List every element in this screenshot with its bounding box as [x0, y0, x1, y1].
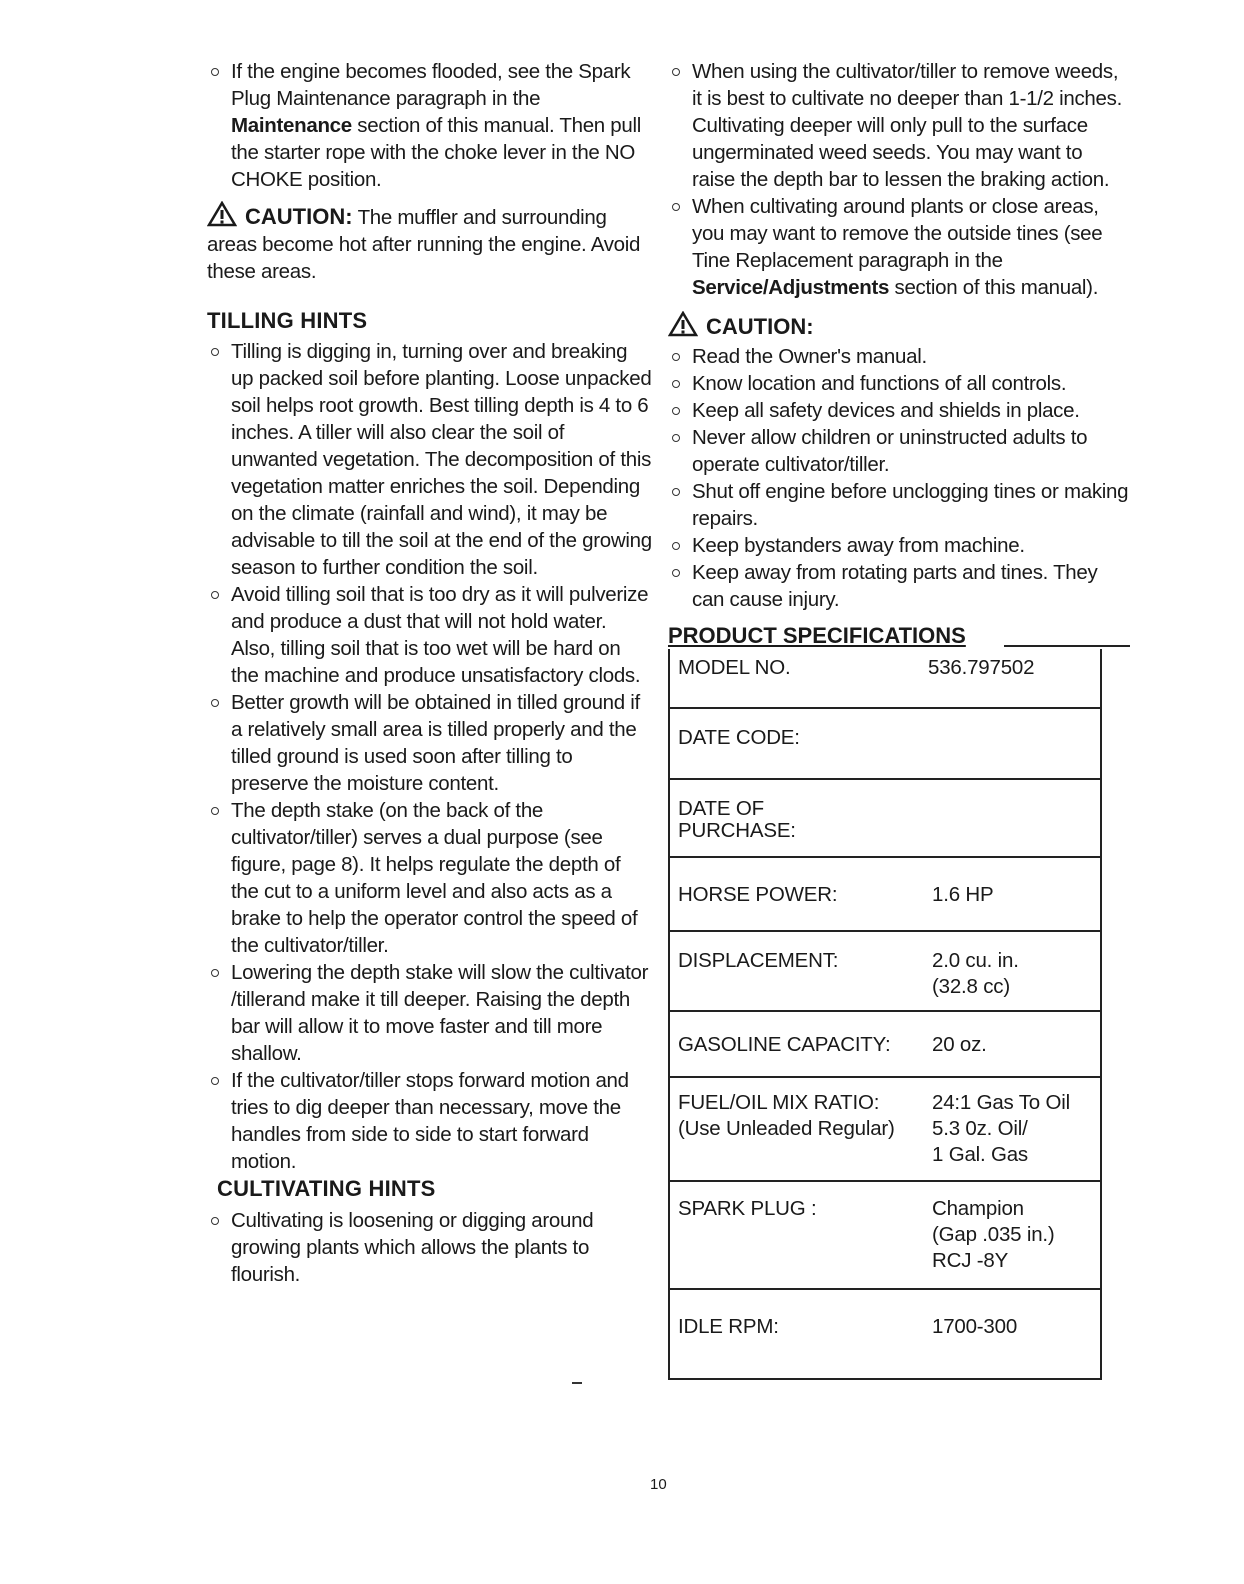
tilling-hints-list — [207, 338, 652, 1175]
fuel-label-line1: FUEL/OIL MIX RATIO: — [678, 1091, 880, 1114]
spec-table — [668, 649, 1102, 1380]
spec-title-wrap — [668, 623, 1130, 649]
fuel-value-line2: 5.3 0z. Oil/ — [932, 1117, 1028, 1140]
flooded-list — [207, 58, 652, 193]
table-row — [669, 1181, 1101, 1289]
service-adjustments-ref: Service/Adjustments — [692, 276, 890, 299]
disp-value-line2: (32.8 cc) — [932, 975, 1010, 998]
product-specifications-title: PRODUCT SPECIFICATIONS — [668, 623, 966, 648]
left-column — [207, 58, 652, 1288]
list-item: When using the cultivator/tiller to remove weeds, it is best to cultivate no deeper than 1-1/2 inches. Cultivating deeper will only pull to the surface ungerminated weed seeds. You may want to raise the depth bar to lessen the braking action. — [668, 58, 1130, 193]
fuel-value-line1: 24:1 Gas To Oil — [932, 1091, 1070, 1114]
spec-label: MODEL NO. — [669, 649, 928, 708]
maintenance-ref: Maintenance — [231, 114, 352, 137]
list-item: Shut off engine before unclogging tines or making repairs. — [668, 478, 1130, 532]
list-item: Keep all safety devices and shields in place. — [668, 397, 1130, 424]
page-number: 10 — [650, 1476, 667, 1493]
fuel-label-line2: (Use Unleaded Regular) — [678, 1117, 895, 1140]
spec-label — [669, 1077, 928, 1181]
fuel-value-line3: 1 Gal. Gas — [932, 1143, 1028, 1166]
list-item: The depth stake (on the back of the cultivator/tiller) serves a dual purpose (see figure, page 8). It helps regulate the depth of the cut to a uniform level and also acts as a brake to help the operator control the speed of the cultivator/tiller. — [207, 797, 652, 959]
table-row — [669, 708, 1101, 779]
spec-label: HORSE POWER: — [669, 857, 928, 931]
cultivating-hints-list — [207, 1207, 652, 1288]
spec-value — [928, 931, 1101, 1011]
caution-label: CAUTION: — [706, 314, 814, 339]
table-row — [669, 1289, 1101, 1379]
spec-label: GASOLINE CAPACITY: — [669, 1011, 928, 1077]
plug-value-line3: RCJ -8Y — [932, 1249, 1009, 1272]
warning-triangle-icon — [207, 201, 237, 227]
tilling-hints-heading: TILLING HINTS — [207, 308, 368, 333]
purchase-label-line1: DATE OF — [678, 797, 764, 820]
flooded-bullet: If the engine becomes flooded, see the Spark Plug Maintenance paragraph in the Maintenance section of this manual. Then pull the starter rope with the choke lever in the NO CHOKE position. — [207, 58, 652, 193]
list-item: If the cultivator/tiller stops forward motion and tries to dig deeper than necessary, move the handles from side to side to start forward motion. — [207, 1067, 652, 1175]
spec-value: 536.797502 — [928, 649, 1101, 708]
spec-label: DATE CODE: — [669, 708, 1101, 779]
list-item: Keep away from rotating parts and tines. They can cause injury. — [668, 559, 1130, 613]
list-item: When cultivating around plants or close areas, you may want to remove the outside tines (see Tine Replacement paragraph in the Service/Adjustments section of this manual). — [668, 193, 1130, 301]
right-column — [668, 58, 1130, 1380]
table-row — [669, 1011, 1101, 1077]
stray-mark — [572, 1382, 582, 1384]
spec-value: 1700-300 — [928, 1289, 1101, 1379]
table-row — [669, 857, 1101, 931]
caution-label: CAUTION: — [245, 204, 353, 229]
cultivating-tips-list — [668, 58, 1130, 301]
spec-value: 1.6 HP — [928, 857, 1101, 931]
list-item: Better growth will be obtained in tilled ground if a relatively small area is tilled properly and the tilled ground is used soon after tilling to preserve the moisture content. — [207, 689, 652, 797]
plug-value-line2: (Gap .035 in.) — [932, 1223, 1055, 1246]
list-item: Know location and functions of all controls. — [668, 370, 1130, 397]
muffler-caution — [207, 201, 652, 285]
list-item: Never allow children or uninstructed adults to operate cultivator/tiller. — [668, 424, 1130, 478]
title-rule — [1004, 645, 1130, 647]
spec-value: 20 oz. — [928, 1011, 1101, 1077]
safety-list — [668, 343, 1130, 613]
list-item: Read the Owner's manual. — [668, 343, 1130, 370]
spec-label: IDLE RPM: — [669, 1289, 928, 1379]
table-row — [669, 649, 1101, 708]
table-row — [669, 779, 1101, 857]
table-row — [669, 931, 1101, 1011]
spec-label — [669, 779, 1101, 857]
list-item: Tilling is digging in, turning over and breaking up packed soil before planting. Loose unpacked soil helps root growth. Best tilling depth is 4 to 6 inches. A tiller will also clear the soil of unwanted vegetation. The decomposition of this vegetation matter enriches the soil. Depending on the climate (rainfall and wind), it may be advisable to till the soil at the end of the growing season to further condition the soil. — [207, 338, 652, 581]
spec-label: DISPLACEMENT: — [669, 931, 928, 1011]
table-row — [669, 1077, 1101, 1181]
cultivating-hints-heading: CULTIVATING HINTS — [217, 1176, 436, 1201]
list-item: Lowering the depth stake will slow the cultivator /tillerand make it till deeper. Raising the depth bar will allow it to move faster and till more shallow. — [207, 959, 652, 1067]
list-item: Avoid tilling soil that is too dry as it will pulverize and produce a dust that will not hold water. Also, tilling soil that is too wet will be hard on the machine and produce unsatisfactory clods. — [207, 581, 652, 689]
safety-caution-heading — [668, 311, 1130, 341]
list-item: Cultivating is loosening or digging around growing plants which allows the plants to flourish. — [207, 1207, 652, 1288]
plug-value-line1: Champion — [932, 1197, 1024, 1220]
spec-value — [928, 1077, 1101, 1181]
purchase-label-line2: PURCHASE: — [678, 819, 796, 842]
spec-value — [928, 1181, 1101, 1289]
disp-value-line1: 2.0 cu. in. — [932, 949, 1019, 972]
spec-label: SPARK PLUG : — [669, 1181, 928, 1289]
warning-triangle-icon — [668, 311, 698, 337]
list-item: Keep bystanders away from machine. — [668, 532, 1130, 559]
caution-text: The muffler and surrounding areas become hot after running the engine. Avoid these areas. — [207, 206, 641, 283]
